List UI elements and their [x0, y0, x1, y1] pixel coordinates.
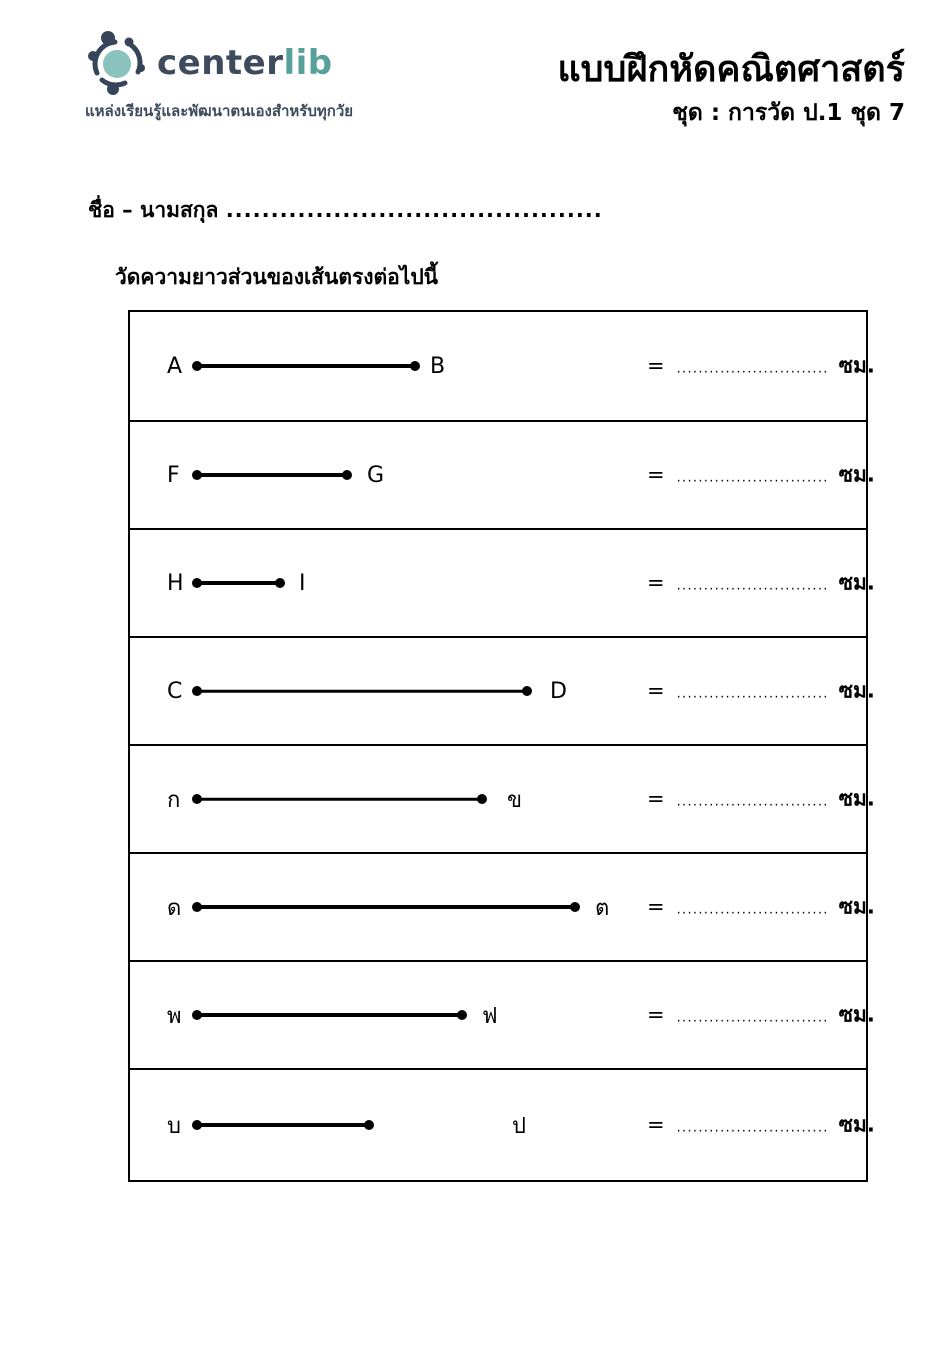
unit-label: ซม.: [838, 894, 875, 919]
answer-blank: ............................: [676, 470, 829, 486]
segment-end-dot: [364, 1120, 374, 1130]
worksheet-row: [130, 960, 875, 1068]
line-segment: [192, 901, 580, 913]
worksheet-row: [130, 852, 875, 960]
worksheet-row: [130, 1068, 875, 1180]
answer-blank: ............................: [676, 794, 829, 810]
segment-end-dot: [457, 1010, 467, 1020]
segment-line: [196, 690, 528, 693]
segment-left-label: พ: [167, 1003, 182, 1029]
answer-area: [647, 567, 875, 600]
segment-line: [196, 364, 416, 368]
segment-right-label: ฟ: [482, 1003, 498, 1029]
equals-sign: =: [647, 786, 665, 811]
segment-right-label: ต: [595, 895, 610, 921]
answer-area: [647, 891, 875, 924]
segment-line: [196, 1013, 463, 1017]
segment-line: [196, 798, 483, 801]
answer-area: [647, 675, 875, 708]
segment-left-label: A: [167, 353, 183, 379]
equals-sign: =: [647, 1002, 665, 1027]
centerlib-logo: [85, 31, 353, 123]
segment-left-label: บ: [167, 1113, 181, 1139]
worksheet-row: [130, 528, 875, 636]
line-segment: [192, 1009, 467, 1021]
line-segment: [192, 577, 285, 589]
segment-right-label: I: [299, 570, 306, 596]
unit-label: ซม.: [838, 353, 875, 378]
segment-line: [196, 473, 348, 477]
line-segment: [192, 1119, 374, 1131]
segment-end-dot: [342, 470, 352, 480]
segment-end-dot: [410, 361, 420, 371]
answer-area: [647, 459, 875, 492]
unit-label: ซม.: [838, 678, 875, 703]
answer-blank: ............................: [676, 578, 829, 594]
page-title: แบบฝึกหัดคณิตศาสตร์: [557, 49, 905, 90]
answer-blank: ............................: [676, 361, 829, 377]
answer-area: [647, 783, 875, 816]
equals-sign: =: [647, 570, 665, 595]
segment-right-label: ข: [507, 787, 523, 813]
segment-left-label: H: [167, 570, 184, 596]
unit-label: ซม.: [838, 1002, 875, 1027]
line-segment: [192, 360, 420, 372]
centerlib-orbit-icon: [85, 31, 149, 95]
segment-left-label: F: [167, 462, 180, 488]
segment-left-label: ก: [167, 787, 181, 813]
unit-label: ซม.: [838, 786, 875, 811]
name-line: [88, 194, 603, 227]
line-segment: [192, 469, 352, 481]
worksheet-row: [130, 420, 875, 528]
worksheet-row: [130, 744, 875, 852]
line-segment: [192, 685, 532, 697]
brand-wordmark: [157, 43, 333, 83]
segment-line: [196, 905, 576, 909]
segment-left-label: ด: [167, 895, 182, 921]
answer-area: [647, 350, 875, 383]
brand-center: center: [157, 43, 284, 83]
segment-left-label: C: [167, 678, 183, 704]
logo-tagline: แหล่งเรียนรู้และพัฒนาตนเองสำหรับทุกวัย: [85, 102, 354, 120]
brand-lib: lib: [283, 43, 333, 83]
unit-label: ซม.: [838, 570, 875, 595]
equals-sign: =: [647, 894, 665, 919]
equals-sign: =: [647, 353, 665, 378]
segment-end-dot: [570, 902, 580, 912]
segment-line: [196, 1123, 370, 1127]
page-subtitle: ชุด : การวัด ป.1 ชุด 7: [672, 100, 905, 127]
segment-right-label: ป: [512, 1113, 526, 1139]
segment-end-dot: [522, 686, 532, 696]
document-header: [557, 48, 905, 131]
segment-end-dot: [275, 578, 285, 588]
answer-area: [647, 999, 875, 1032]
unit-label: ซม.: [838, 462, 875, 487]
answer-blank: ............................: [676, 902, 829, 918]
worksheet-row: [130, 636, 875, 744]
worksheet-table: [128, 310, 875, 1182]
name-label: ชื่อ – นามสกุล: [88, 198, 219, 222]
equals-sign: =: [647, 678, 665, 703]
name-blank: ..........................................: [225, 198, 603, 222]
answer-blank: ............................: [676, 1010, 829, 1026]
worksheet-row: [130, 312, 875, 420]
equals-sign: =: [647, 462, 665, 487]
segment-right-label: G: [367, 462, 385, 488]
segment-line: [196, 581, 281, 585]
segment-right-label: D: [550, 678, 567, 704]
line-segment: [192, 793, 487, 805]
instruction-text: วัดความยาวส่วนของเส้นตรงต่อไปนี้: [115, 265, 438, 289]
unit-label: ซม.: [838, 1112, 875, 1137]
answer-blank: ............................: [676, 686, 829, 702]
equals-sign: =: [647, 1112, 665, 1137]
segment-end-dot: [477, 794, 487, 804]
answer-area: [647, 1109, 875, 1142]
answer-blank: ............................: [676, 1120, 829, 1136]
segment-right-label: B: [430, 353, 446, 379]
